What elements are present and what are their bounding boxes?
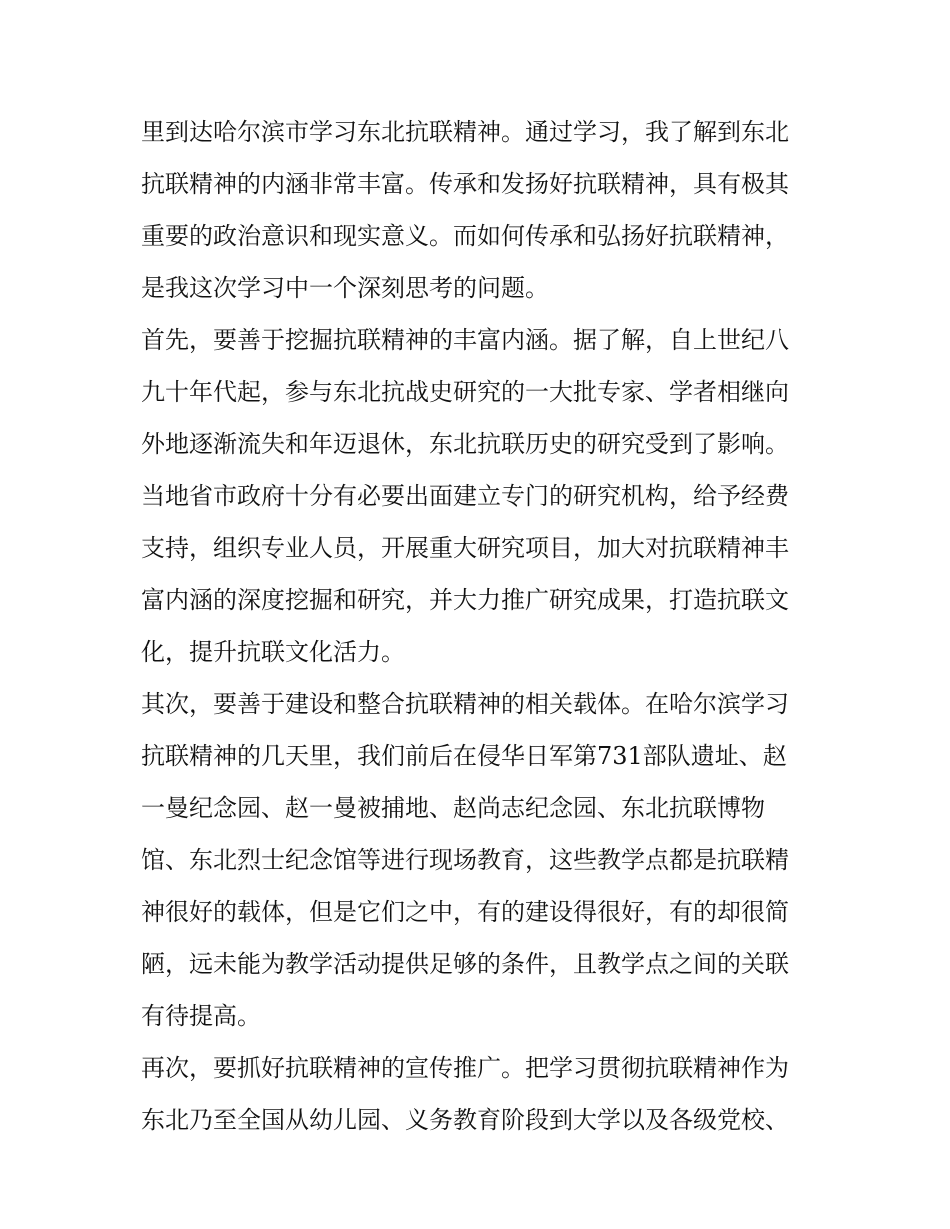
- text-line: 抗联精神的几天里，我们前后在侵华日军第731部队遗址、赵: [141, 742, 787, 770]
- text-line: 里到达哈尔滨市学习东北抗联精神。通过学习，我了解到东北: [141, 118, 789, 146]
- text-line: 再次，要抓好抗联精神的宣传推广。把学习贯彻抗联精神作为: [141, 1054, 789, 1082]
- text-line: 神很好的载体，但是它们之中，有的建设得很好，有的却很简: [141, 898, 789, 926]
- document-body: [141, 106, 813, 1146]
- text-line: 当地省市政府十分有必要出面建立专门的研究机构，给予经费: [141, 482, 789, 510]
- text-line: 抗联精神的内涵非常丰富。传承和发扬好抗联精神，具有极其: [141, 170, 789, 198]
- text-line: 陋，远未能为教学活动提供足够的条件，且教学点之间的关联: [141, 950, 789, 978]
- text-line: 馆、东北烈士纪念馆等进行现场教育，这些教学点都是抗联精: [141, 846, 789, 874]
- text-line: 是我这次学习中一个深刻思考的问题。: [141, 274, 549, 302]
- text-line: 支持，组织专业人员，开展重大研究项目，加大对抗联精神丰: [141, 534, 789, 562]
- text-line: 东北乃至全国从幼儿园、义务教育阶段到大学以及各级党校、: [141, 1106, 789, 1134]
- text-line: 其次，要善于建设和整合抗联精神的相关载体。在哈尔滨学习: [141, 690, 789, 718]
- text-line: 九十年代起，参与东北抗战史研究的一大批专家、学者相继向: [141, 378, 789, 406]
- text-line: 一曼纪念园、赵一曼被捕地、赵尚志纪念园、东北抗联博物: [141, 794, 765, 822]
- text-line: 有待提高。: [141, 1002, 261, 1030]
- text-line: 化，提升抗联文化活力。: [141, 638, 405, 666]
- text-line: 首先，要善于挖掘抗联精神的丰富内涵。据了解，自上世纪八: [141, 326, 789, 354]
- text-line: 重要的政治意识和现实意义。而如何传承和弘扬好抗联精神，: [141, 222, 789, 250]
- text-line: 富内涵的深度挖掘和研究，并大力推广研究成果，打造抗联文: [141, 586, 789, 614]
- text-line: 外地逐渐流失和年迈退休，东北抗联历史的研究受到了影响。: [141, 430, 789, 458]
